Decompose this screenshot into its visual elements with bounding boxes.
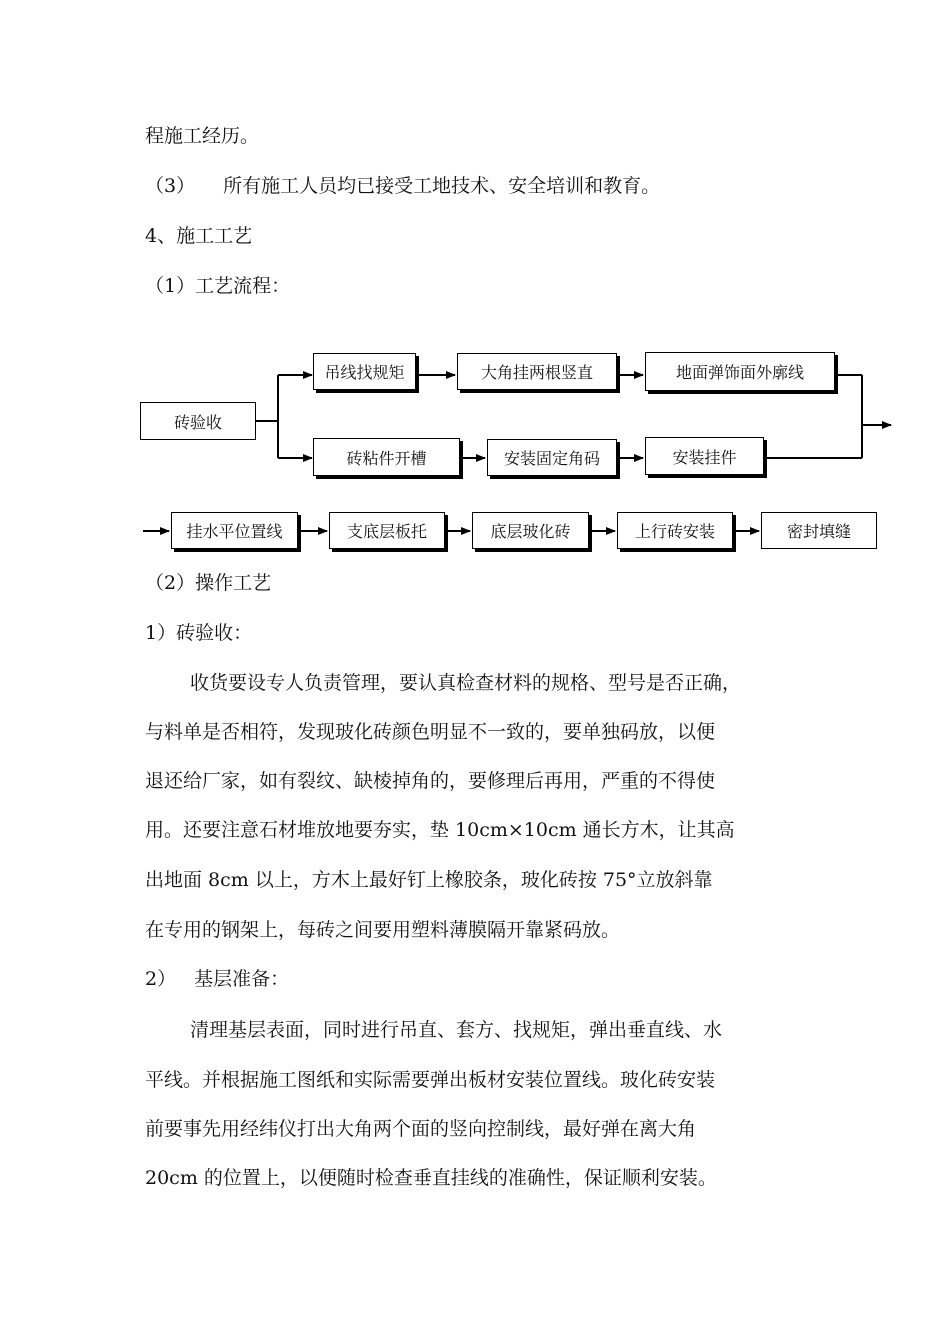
item-heading: 1）砖验收： bbox=[145, 622, 253, 644]
paragraph-line: 收货要设专人负责管理，要认真检查材料的规格、型号是否正确， bbox=[190, 672, 742, 694]
flow-step: 支底层板托 bbox=[329, 512, 445, 549]
paragraph-line: 用。还要注意石材堆放地要夯实，垫 10cm×10cm 通长方木，让其高 bbox=[145, 819, 735, 841]
item-text: 所有施工人员均已接受工地技术、安全培训和教育。 bbox=[223, 175, 661, 197]
flow-step: 密封填缝 bbox=[761, 512, 877, 549]
paragraph-line: 20cm 的位置上，以便随时检查垂直挂线的准确性，保证顺利安装。 bbox=[145, 1167, 717, 1189]
flow-step: 地面弹饰面外廓线 bbox=[645, 352, 835, 391]
flow-step: 砖粘件开槽 bbox=[313, 438, 460, 476]
flow-step: 挂水平位置线 bbox=[171, 512, 298, 549]
item-number: 2） bbox=[145, 968, 177, 990]
flow-step: 安装固定角码 bbox=[487, 439, 617, 476]
item-text: 基层准备： bbox=[194, 968, 290, 990]
paragraph-line: 在专用的钢架上，每砖之间要用塑料薄膜隔开靠紧码放。 bbox=[145, 919, 621, 941]
paragraph-line: 出地面 8cm 以上，方木上最好钉上橡胶条，玻化砖按 75°立放斜靠 bbox=[145, 869, 713, 891]
subsection-heading: （2）操作工艺 bbox=[145, 572, 272, 594]
paragraph-line: 清理基层表面，同时进行吊直、套方、找规矩，弹出垂直线、水 bbox=[190, 1019, 723, 1041]
section-heading: 4、施工工艺 bbox=[145, 225, 253, 247]
flow-step: 底层玻化砖 bbox=[472, 512, 589, 549]
flow-step: 吊线找规矩 bbox=[313, 353, 416, 390]
paragraph-line: 平线。并根据施工图纸和实际需要弹出板材安装位置线。玻化砖安装 bbox=[145, 1069, 716, 1091]
flow-step-start: 砖验收 bbox=[140, 402, 256, 440]
flow-step: 大角挂两根竖直 bbox=[457, 353, 617, 390]
paragraph-line: 前要事先用经纬仪打出大角两个面的竖向控制线，最好弹在离大角 bbox=[145, 1118, 697, 1140]
paragraph-line: 与料单是否相符，发现玻化砖颜色明显不一致的，要单独码放，以便 bbox=[145, 721, 716, 743]
item-heading bbox=[145, 967, 289, 991]
process-flowchart bbox=[0, 0, 950, 600]
paragraph-line: 退还给厂家，如有裂纹、缺棱掉角的，要修理后再用，严重的不得使 bbox=[145, 770, 716, 792]
subsection-heading: （1）工艺流程： bbox=[145, 275, 291, 297]
flow-step: 安装挂件 bbox=[645, 437, 764, 475]
text-line: 程施工经历。 bbox=[145, 125, 260, 147]
flow-step: 上行砖安装 bbox=[617, 512, 733, 549]
item-number: （3） bbox=[145, 175, 196, 197]
